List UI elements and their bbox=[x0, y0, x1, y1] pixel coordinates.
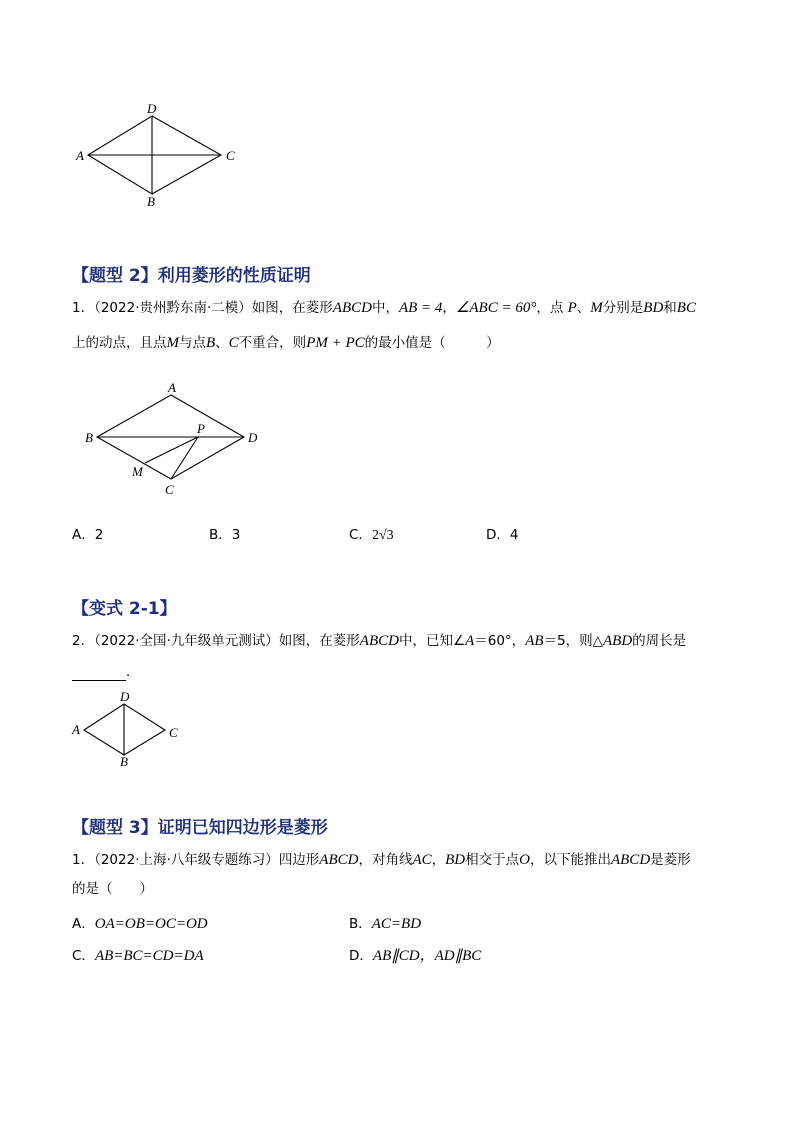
label-c: C bbox=[226, 148, 235, 163]
option-c-value: 2√3 bbox=[371, 528, 394, 543]
rhombus-figure-1 bbox=[60, 98, 260, 213]
option-d[interactable]: D．AB∥CD，AD∥BC bbox=[349, 948, 482, 964]
label-a: A bbox=[168, 380, 176, 395]
question-number: 1． bbox=[72, 300, 95, 316]
label-a: A bbox=[76, 148, 84, 163]
label-p: P bbox=[197, 421, 205, 436]
label-b: B bbox=[85, 430, 93, 445]
math-angle: ∠ABC = 60° bbox=[455, 300, 537, 316]
math-abcd: ABCD bbox=[332, 300, 372, 316]
question-2-line-2: ． bbox=[72, 663, 140, 681]
option-a[interactable]: A．OA=OB=OC=OD bbox=[72, 916, 208, 932]
rhombus-figure-2 bbox=[75, 375, 275, 500]
segments-mpc bbox=[145, 437, 198, 479]
option-b[interactable]: B．3 bbox=[209, 527, 241, 543]
section-heading-2: 【题型 2】利用菱形的性质证明 bbox=[72, 266, 311, 286]
math-expr: PM + PC bbox=[306, 335, 365, 351]
label-c: C bbox=[165, 482, 174, 497]
question-source: （2022·贵州黔东南·二模）如图，在菱形 bbox=[94, 300, 333, 316]
section-heading-3: 【题型 3】证明已知四边形是菱形 bbox=[72, 818, 328, 838]
answer-blank[interactable] bbox=[72, 666, 126, 681]
question-1-line-1: 1．（2022·贵州黔东南·二模）如图，在菱形ABCD中，AB = 4，∠ABC = 60°，点 P、M分别是BD和BC bbox=[72, 300, 696, 316]
option-d[interactable]: D．4 bbox=[486, 527, 519, 543]
label-m: M bbox=[132, 464, 143, 479]
label-d: D bbox=[248, 430, 258, 445]
label-b: B bbox=[120, 754, 128, 769]
option-c[interactable]: C．AB=BC=CD=DA bbox=[72, 948, 204, 964]
label-b: B bbox=[147, 194, 155, 209]
label-d: D bbox=[147, 101, 157, 116]
question-3-line-1: 1．（2022·上海·八年级专题练习）四边形ABCD，对角线AC，BD相交于点O，以下能推出ABCD是菱形 bbox=[72, 852, 691, 868]
math-ab-eq: AB = 4 bbox=[398, 300, 443, 316]
question-1-line-2: 上的动点，且点M与点B、C不重合，则PM + PC的最小值是（ ） bbox=[72, 335, 500, 351]
rhombus-figure-3 bbox=[66, 688, 191, 770]
option-b[interactable]: B．AC=BD bbox=[349, 916, 422, 932]
question-3-line-2: 的是（ ） bbox=[72, 881, 153, 897]
option-c[interactable]: C．2√3 bbox=[349, 527, 394, 543]
label-a: A bbox=[72, 722, 80, 737]
option-a[interactable]: A．2 bbox=[72, 527, 104, 543]
question-2-line-1: 2．（2022·全国·九年级单元测试）如图，在菱形ABCD中，已知∠A＝60°，AB＝5，则△ABD的周长是 bbox=[72, 633, 687, 649]
label-c: C bbox=[169, 725, 178, 740]
label-d: D bbox=[120, 689, 130, 704]
variant-heading-2-1: 【变式 2-1】 bbox=[72, 599, 177, 619]
